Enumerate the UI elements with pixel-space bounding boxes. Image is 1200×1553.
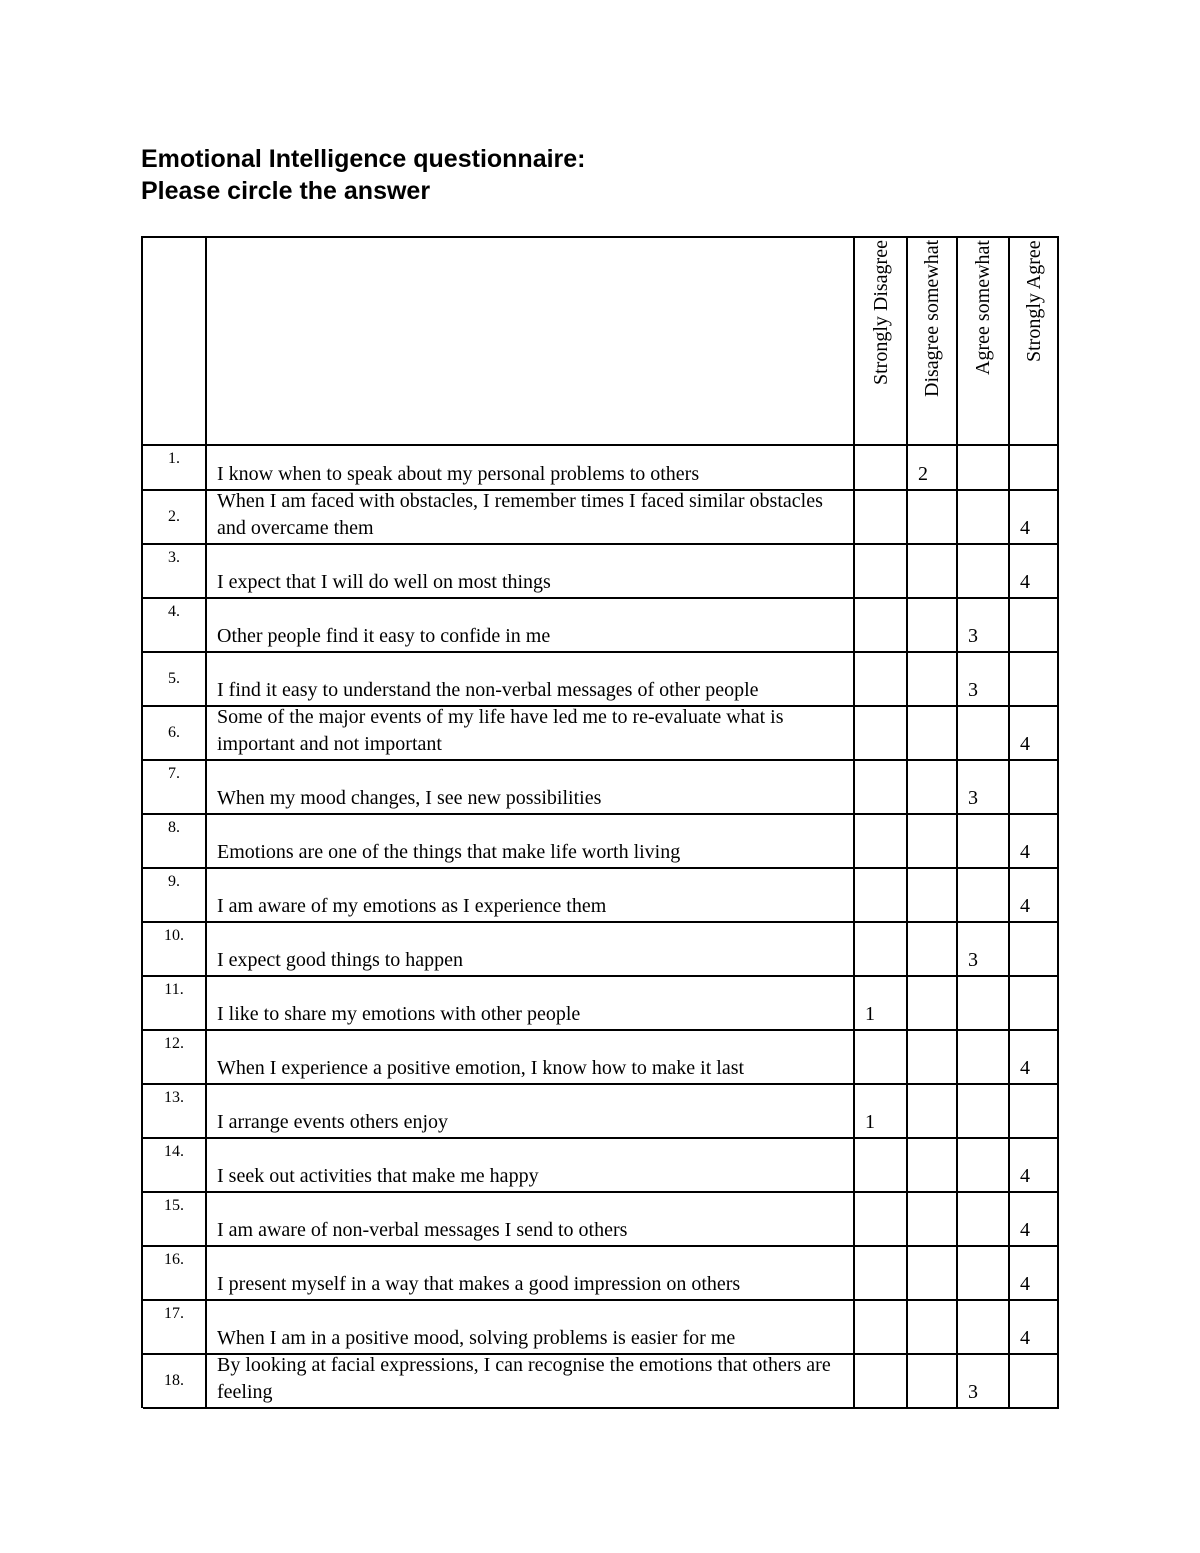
- answer-value: 4: [1020, 571, 1030, 593]
- answer-cell-strongly-agree[interactable]: [1010, 1193, 1059, 1247]
- answer-value: 4: [1020, 517, 1030, 539]
- answer-cell-agree-somewhat[interactable]: [958, 1085, 1010, 1139]
- answer-value: 4: [1020, 1327, 1030, 1349]
- answer-value: 4: [1020, 895, 1030, 917]
- page-subtitle: Please circle the answer: [141, 177, 431, 205]
- answer-cell-strongly-agree[interactable]: [1010, 446, 1059, 491]
- row-number: 14.: [143, 1139, 207, 1193]
- row-statement: [207, 707, 855, 761]
- row-number: 1.: [143, 446, 207, 491]
- statement-text: I expect good things to happen: [217, 949, 464, 971]
- statement-text: I am aware of non-verbal messages I send to others: [217, 1219, 628, 1241]
- statement-text: I seek out activities that make me happy: [217, 1165, 539, 1187]
- answer-cell-strongly-agree[interactable]: [1010, 815, 1059, 869]
- row-number: 16.: [143, 1247, 207, 1301]
- answer-cell-strongly-agree[interactable]: [1010, 599, 1059, 653]
- row-number: 5.: [143, 653, 207, 707]
- column-label: Disagree somewhat: [921, 239, 943, 397]
- statement-text: Emotions are one of the things that make life worth living: [217, 841, 681, 863]
- statement-text: I am aware of my emotions as I experience them: [217, 895, 607, 917]
- row-number: 7.: [143, 761, 207, 815]
- statement-text: I find it easy to understand the non-verbal messages of other people: [217, 679, 759, 701]
- answer-cell-strongly-agree[interactable]: [1010, 1085, 1059, 1139]
- answer-cell-strongly-agree[interactable]: [1010, 1139, 1059, 1193]
- statement-text: I arrange events others enjoy: [217, 1111, 449, 1133]
- answer-cell-agree-somewhat[interactable]: [958, 1031, 1010, 1085]
- questionnaire-table: [141, 236, 1059, 1408]
- answer-cell-disagree-somewhat[interactable]: [908, 707, 958, 761]
- header-disagree-somewhat: [908, 238, 958, 446]
- answer-value: 4: [1020, 733, 1030, 755]
- answer-value: 4: [1020, 1057, 1030, 1079]
- statement-text: Some of the major events of my life have led me to re-evaluate what is important and not important: [217, 706, 784, 755]
- answer-cell-agree-somewhat[interactable]: [958, 1193, 1010, 1247]
- answer-cell-strongly-agree[interactable]: [1010, 545, 1059, 599]
- row-statement: [207, 491, 855, 545]
- answer-cell-agree-somewhat[interactable]: [958, 653, 1010, 707]
- answer-cell-strongly-disagree[interactable]: [855, 977, 908, 1031]
- answer-cell-agree-somewhat[interactable]: [958, 815, 1010, 869]
- answer-value: 3: [968, 787, 978, 809]
- answer-value: 4: [1020, 1219, 1030, 1241]
- statement-text: I present myself in a way that makes a good impression on others: [217, 1273, 741, 1295]
- answer-cell-disagree-somewhat[interactable]: [908, 815, 958, 869]
- row-statement: [207, 923, 855, 977]
- answer-cell-strongly-disagree[interactable]: [855, 815, 908, 869]
- row-statement: [207, 1301, 855, 1355]
- answer-value: 3: [968, 949, 978, 971]
- answer-cell-strongly-agree[interactable]: [1010, 707, 1059, 761]
- row-statement: [207, 815, 855, 869]
- answer-cell-agree-somewhat[interactable]: [958, 1355, 1010, 1409]
- row-number: 11.: [143, 977, 207, 1031]
- row-number: 6.: [143, 707, 207, 761]
- answer-value: 2: [918, 463, 928, 485]
- answer-cell-strongly-disagree[interactable]: [855, 1085, 908, 1139]
- row-statement: [207, 1247, 855, 1301]
- answer-cell-strongly-agree[interactable]: [1010, 761, 1059, 815]
- answer-cell-disagree-somewhat[interactable]: [908, 869, 958, 923]
- answer-cell-strongly-agree[interactable]: [1010, 1247, 1059, 1301]
- answer-cell-strongly-disagree[interactable]: [855, 446, 908, 491]
- row-number: 4.: [143, 599, 207, 653]
- row-number: 17.: [143, 1301, 207, 1355]
- statement-text: By looking at facial expressions, I can recognise the emotions that others are feeling: [217, 1354, 831, 1403]
- answer-value: 4: [1020, 1165, 1030, 1187]
- row-statement: [207, 1031, 855, 1085]
- row-statement: [207, 599, 855, 653]
- answer-cell-disagree-somewhat[interactable]: [908, 545, 958, 599]
- statement-text: I like to share my emotions with other people: [217, 1003, 581, 1025]
- answer-cell-strongly-disagree[interactable]: [855, 1355, 908, 1409]
- answer-cell-strongly-agree[interactable]: [1010, 869, 1059, 923]
- row-statement: [207, 761, 855, 815]
- column-label: Strongly Agree: [1022, 240, 1045, 362]
- row-statement: [207, 1355, 855, 1409]
- header-number-cell: [143, 238, 207, 446]
- row-number: 15.: [143, 1193, 207, 1247]
- answer-cell-strongly-disagree[interactable]: [855, 707, 908, 761]
- answer-cell-disagree-somewhat[interactable]: [908, 599, 958, 653]
- answer-cell-strongly-disagree[interactable]: [855, 923, 908, 977]
- answer-cell-strongly-agree[interactable]: [1010, 977, 1059, 1031]
- row-number: 2.: [143, 491, 207, 545]
- answer-cell-agree-somewhat[interactable]: [958, 1139, 1010, 1193]
- statement-text: I expect that I will do well on most things: [217, 571, 551, 593]
- header-strongly-agree: [1010, 238, 1059, 446]
- answer-cell-agree-somewhat[interactable]: [958, 869, 1010, 923]
- answer-cell-agree-somewhat[interactable]: [958, 599, 1010, 653]
- column-label: Strongly Disagree: [869, 240, 892, 385]
- answer-cell-strongly-disagree[interactable]: [855, 545, 908, 599]
- answer-cell-strongly-disagree[interactable]: [855, 1247, 908, 1301]
- answer-cell-strongly-disagree[interactable]: [855, 1301, 908, 1355]
- row-statement: [207, 1139, 855, 1193]
- statement-text: When I experience a positive emotion, I know how to make it last: [217, 1057, 745, 1079]
- row-statement: [207, 977, 855, 1031]
- answer-cell-disagree-somewhat[interactable]: [908, 1085, 958, 1139]
- answer-cell-strongly-agree[interactable]: [1010, 491, 1059, 545]
- answer-cell-disagree-somewhat[interactable]: [908, 1193, 958, 1247]
- answer-cell-strongly-disagree[interactable]: [855, 653, 908, 707]
- answer-cell-agree-somewhat[interactable]: [958, 446, 1010, 491]
- answer-cell-strongly-disagree[interactable]: [855, 869, 908, 923]
- answer-cell-agree-somewhat[interactable]: [958, 1301, 1010, 1355]
- answer-cell-agree-somewhat[interactable]: [958, 491, 1010, 545]
- answer-cell-strongly-agree[interactable]: [1010, 923, 1059, 977]
- row-number: 13.: [143, 1085, 207, 1139]
- answer-cell-agree-somewhat[interactable]: [958, 1247, 1010, 1301]
- page-heading: [141, 143, 586, 207]
- statement-text: When I am in a positive mood, solving problems is easier for me: [217, 1327, 736, 1349]
- answer-cell-strongly-disagree[interactable]: [855, 491, 908, 545]
- answer-cell-agree-somewhat[interactable]: [958, 545, 1010, 599]
- answer-cell-disagree-somewhat[interactable]: [908, 1031, 958, 1085]
- answer-cell-disagree-somewhat[interactable]: [908, 491, 958, 545]
- answer-cell-agree-somewhat[interactable]: [958, 761, 1010, 815]
- answer-cell-strongly-disagree[interactable]: [855, 1193, 908, 1247]
- row-statement: [207, 1085, 855, 1139]
- statement-text: When my mood changes, I see new possibilities: [217, 787, 602, 809]
- statement-text: I know when to speak about my personal problems to others: [217, 463, 700, 485]
- answer-value: 3: [968, 1381, 978, 1403]
- row-number: 18.: [143, 1355, 207, 1409]
- row-statement: [207, 446, 855, 491]
- answer-value: 3: [968, 625, 978, 647]
- answer-value: 1: [865, 1111, 875, 1133]
- statement-text: Other people find it easy to confide in me: [217, 625, 551, 647]
- answer-cell-disagree-somewhat[interactable]: [908, 446, 958, 491]
- row-statement: [207, 1193, 855, 1247]
- row-statement: [207, 869, 855, 923]
- row-statement: [207, 653, 855, 707]
- header-strongly-disagree: [855, 238, 908, 446]
- column-label: Agree somewhat: [972, 240, 994, 375]
- answer-cell-agree-somewhat[interactable]: [958, 923, 1010, 977]
- row-number: 10.: [143, 923, 207, 977]
- answer-cell-strongly-disagree[interactable]: [855, 1139, 908, 1193]
- row-number: 12.: [143, 1031, 207, 1085]
- answer-cell-disagree-somewhat[interactable]: [908, 923, 958, 977]
- answer-cell-disagree-somewhat[interactable]: [908, 761, 958, 815]
- answer-cell-disagree-somewhat[interactable]: [908, 653, 958, 707]
- answer-cell-strongly-disagree[interactable]: [855, 1031, 908, 1085]
- answer-cell-disagree-somewhat[interactable]: [908, 1355, 958, 1409]
- answer-cell-strongly-agree[interactable]: [1010, 1031, 1059, 1085]
- row-number: 3.: [143, 545, 207, 599]
- header-statement-cell: [207, 238, 855, 446]
- answer-cell-strongly-disagree[interactable]: [855, 599, 908, 653]
- page-title: Emotional Intelligence questionnaire:: [141, 145, 586, 173]
- answer-value: 1: [865, 1003, 875, 1025]
- row-number: 9.: [143, 869, 207, 923]
- answer-cell-agree-somewhat[interactable]: [958, 707, 1010, 761]
- header-agree-somewhat: [958, 238, 1010, 446]
- answer-cell-disagree-somewhat[interactable]: [908, 1247, 958, 1301]
- answer-cell-strongly-agree[interactable]: [1010, 1355, 1059, 1409]
- answer-value: 3: [968, 679, 978, 701]
- row-number: 8.: [143, 815, 207, 869]
- answer-cell-strongly-agree[interactable]: [1010, 653, 1059, 707]
- answer-cell-disagree-somewhat[interactable]: [908, 1301, 958, 1355]
- answer-value: 4: [1020, 1273, 1030, 1295]
- answer-cell-strongly-disagree[interactable]: [855, 761, 908, 815]
- answer-cell-strongly-agree[interactable]: [1010, 1301, 1059, 1355]
- statement-text: When I am faced with obstacles, I remember times I faced similar obstacles and overcame them: [217, 490, 823, 539]
- answer-cell-disagree-somewhat[interactable]: [908, 977, 958, 1031]
- answer-value: 4: [1020, 841, 1030, 863]
- answer-cell-agree-somewhat[interactable]: [958, 977, 1010, 1031]
- row-statement: [207, 545, 855, 599]
- answer-cell-disagree-somewhat[interactable]: [908, 1139, 958, 1193]
